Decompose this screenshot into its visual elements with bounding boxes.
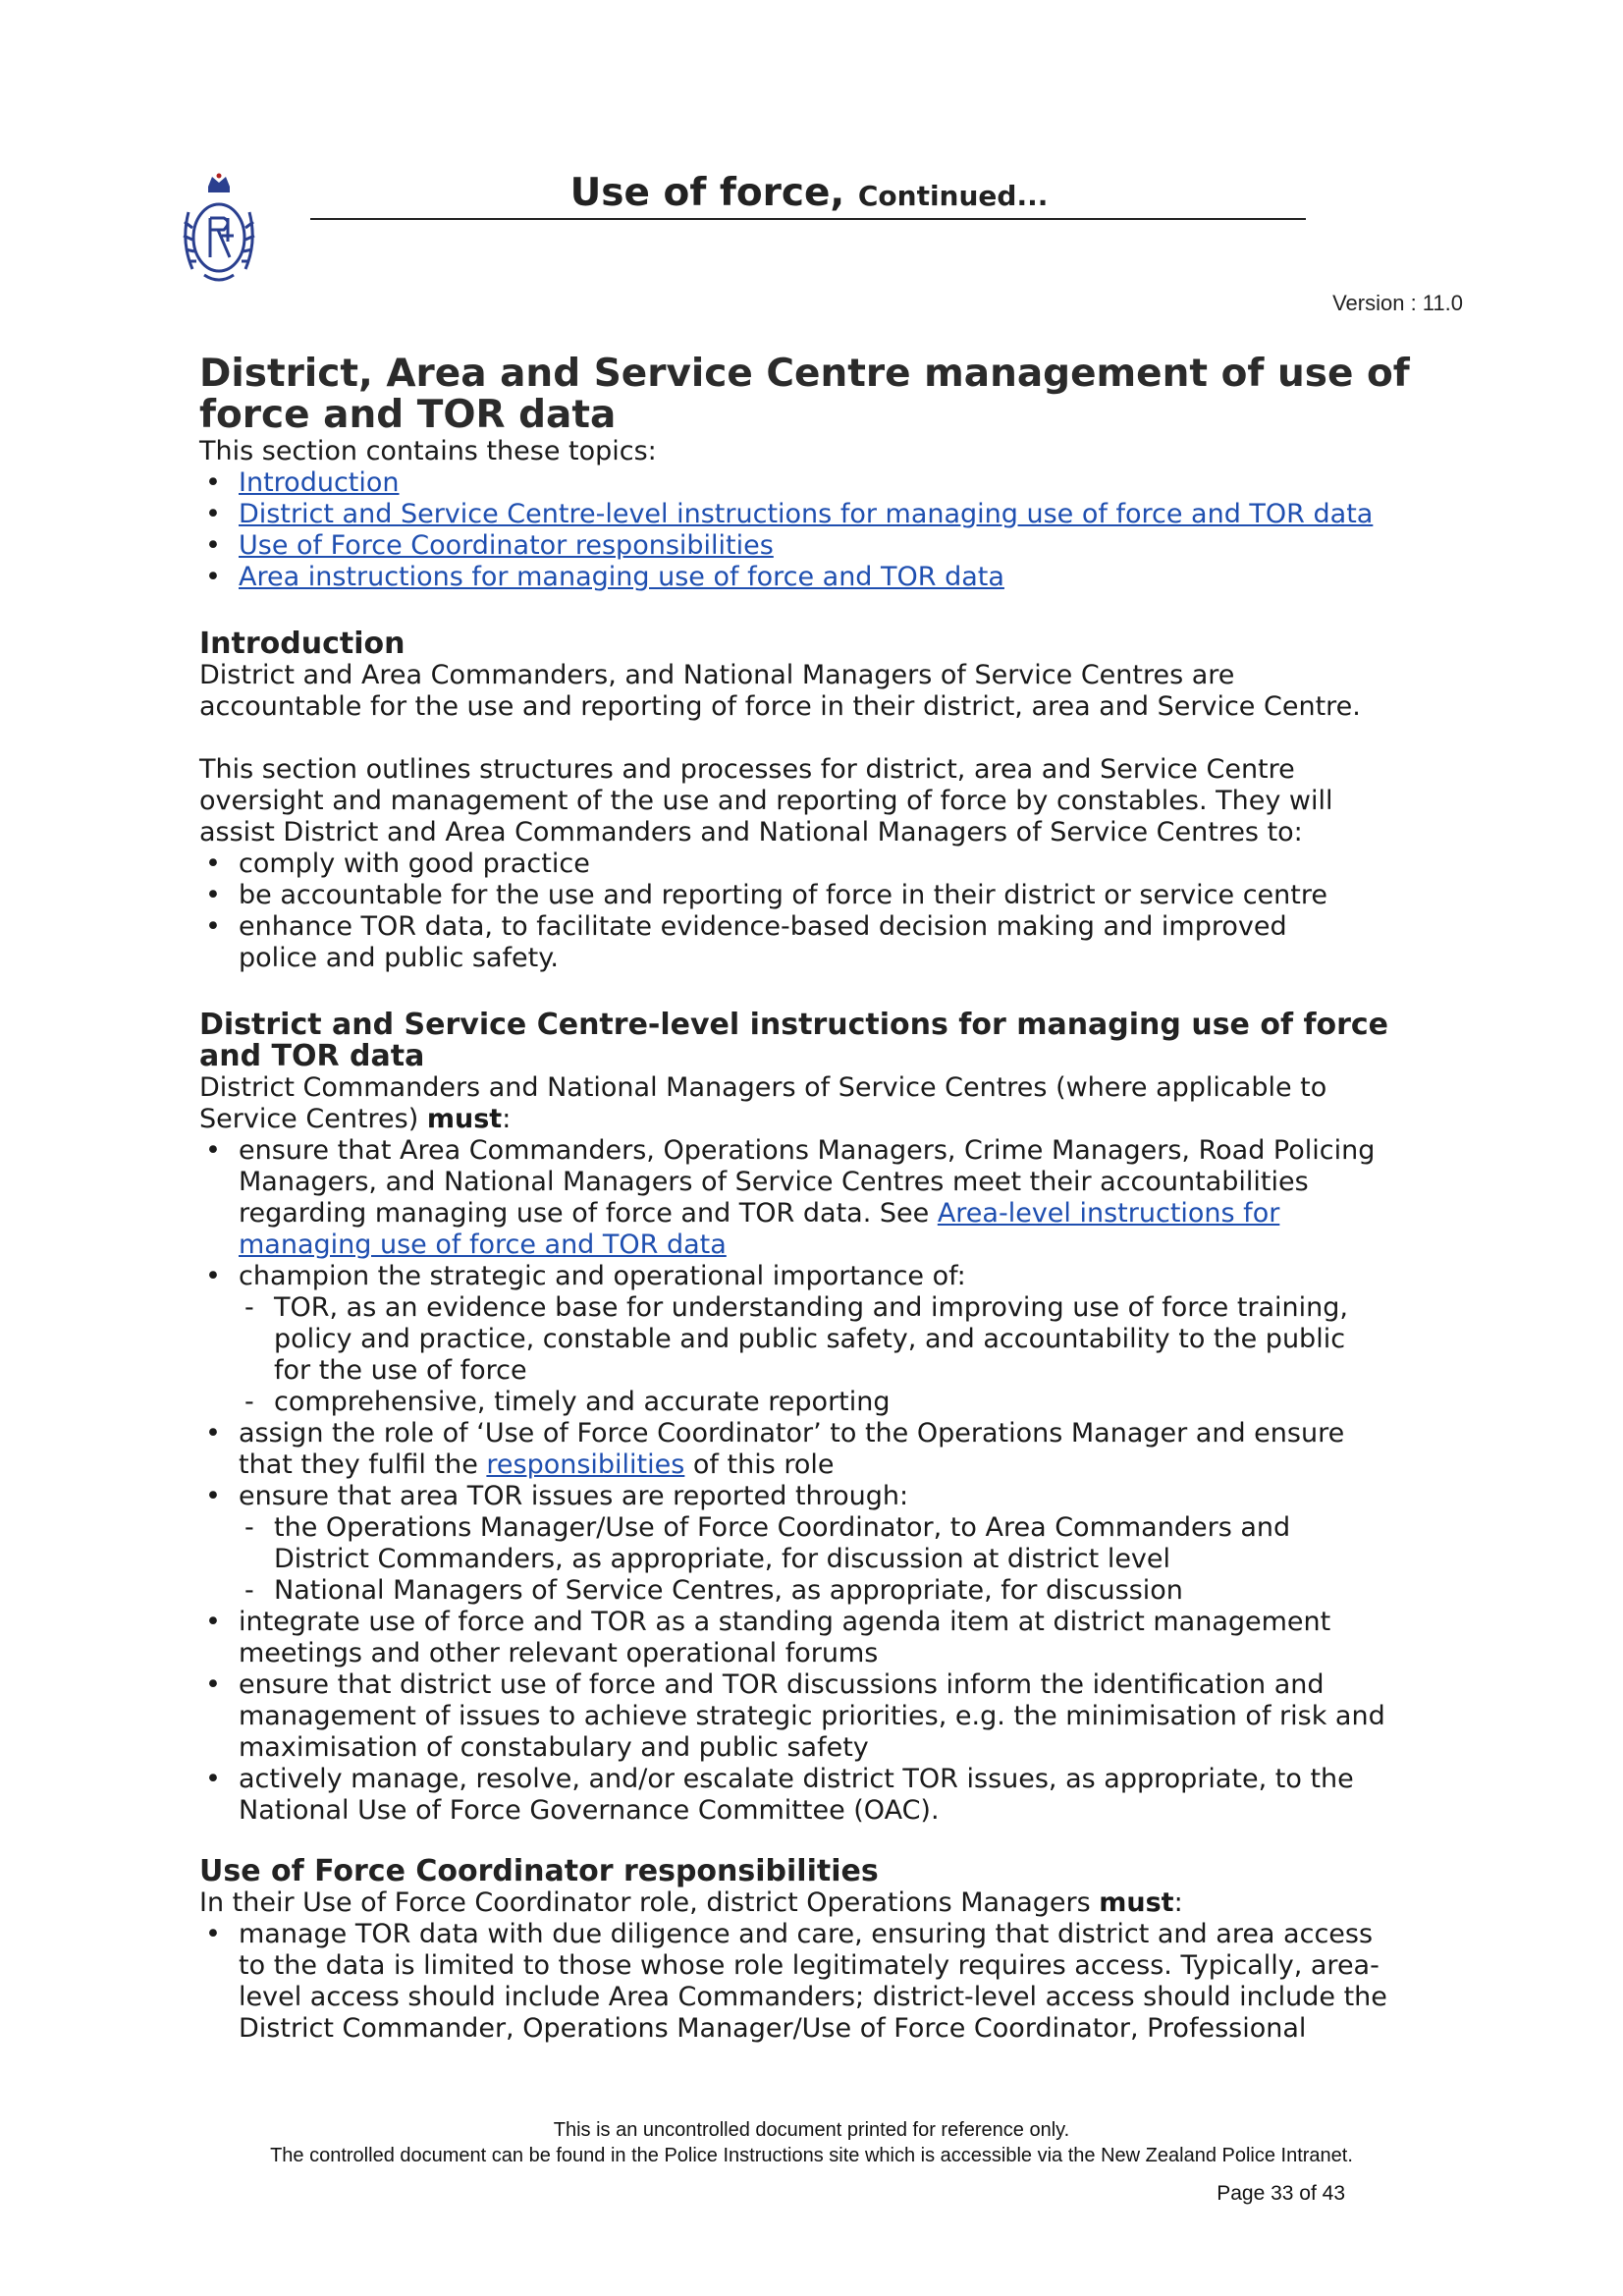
version-label: Version : 11.0 — [1332, 291, 1463, 315]
coordinator-lead — [199, 1887, 1417, 1919]
list-item — [199, 1135, 1387, 1261]
list-item: • comply with good practice — [199, 848, 1417, 880]
footer-note — [0, 2117, 1623, 2168]
list-item: • manage TOR data with due diligence and care, ensuring that district and area access to the data is limited to those whose role legitimately requires access. Typically, area-level access should include Area Commanders; district-level access should include the District Commander, Operations Manager/Use of Force Coordinator, Professional — [199, 1919, 1387, 2045]
district-b1-text: ensure that Area Commanders, Operations Managers, Crime Managers, Road Policing Managers, and National Managers of Service Centres meet their accountabilities regarding managing use of force and TOR data. See — [239, 1135, 1376, 1229]
introduction-bullets — [199, 848, 1417, 974]
introduction-paragraph-2 — [199, 754, 1417, 848]
intro-p2-line-1: This section outlines structures and processes for district, area and Service Centre — [199, 754, 1295, 785]
list-item — [199, 1481, 1387, 1607]
district-lead — [199, 1072, 1417, 1135]
topics-list — [199, 467, 1417, 593]
intro-p2-line-3: assist District and Area Commanders and National Managers of Service Centres to: — [199, 817, 1303, 847]
coordinator-lead-text: In their Use of Force Coordinator role, district Operations Managers — [199, 1887, 1100, 1918]
district-bullets — [199, 1135, 1387, 1827]
sub-list-item: - TOR, as an evidence base for understanding and improving use of force training, policy and practice, constable and public safety, and accountability to the public for the use of force — [239, 1292, 1387, 1387]
section-title-line-1: District, Area and Service Centre management of use of — [199, 352, 1410, 396]
document-body — [199, 354, 1417, 2045]
introduction-heading: Introduction — [199, 627, 406, 661]
intro-p1-line-2: accountable for the use and reporting of force in their district, area and Service Centre. — [199, 691, 1361, 722]
district-lead-line-2: Service Centres) — [199, 1104, 427, 1134]
topic-link-coordinator-responsibilities[interactable]: Use of Force Coordinator responsibilities — [239, 530, 774, 561]
sub-list-item: - comprehensive, timely and accurate reporting — [239, 1387, 1387, 1418]
district-lead-must: must — [426, 1104, 503, 1134]
topic-item — [199, 499, 1417, 530]
topic-item — [199, 562, 1417, 593]
header-title-main: Use of force, — [569, 171, 845, 215]
list-item: • ensure that district use of force and TOR discussions inform the identification and management of issues to achieve strategic priorities, e.g. the minimisation of risk and maximisation of constabulary and public safety — [199, 1669, 1387, 1764]
coordinator-heading: Use of Force Coordinator responsibilities — [199, 1854, 879, 1888]
page-number: Page 33 of 43 — [1217, 2182, 1345, 2205]
topic-item — [199, 467, 1417, 499]
topic-link-district-instructions[interactable]: District and Service Centre-level instructions for managing use of force and TOR data — [239, 499, 1374, 529]
list-item: • enhance TOR data, to facilitate evidence-based decision making and improved police and public safety. — [199, 911, 1368, 974]
header-title — [312, 169, 1306, 221]
list-item: • integrate use of force and TOR as a standing agenda item at district management meetings and other relevant operational forums — [199, 1607, 1387, 1669]
section-title-line-2: force and TOR data — [199, 393, 617, 437]
district-b3-post: of this role — [684, 1449, 835, 1480]
topic-item — [199, 530, 1417, 562]
district-lead-colon: : — [502, 1104, 512, 1134]
footer-line-2: The controlled document can be found in the Police Instructions site which is accessible via the New Zealand Police Intranet. — [270, 2145, 1353, 2166]
topics-lead: This section contains these topics: — [199, 436, 657, 466]
intro-p1-line-1: District and Area Commanders, and National Managers of Service Centres are — [199, 660, 1235, 690]
list-item: • actively manage, resolve, and/or escalate district TOR issues, as appropriate, to the National Use of Force Governance Committee (OAC). — [199, 1764, 1387, 1827]
district-heading-line-2: and TOR data — [199, 1039, 425, 1073]
header-rule — [310, 218, 1306, 220]
district-b3-pre: assign the role of ‘Use of Force Coordinator’ to the Operations Manager and ensure that they fulfil the — [239, 1418, 1345, 1480]
coordinator-lead-colon: : — [1173, 1887, 1183, 1918]
introduction-paragraph-1 — [199, 660, 1417, 723]
list-item — [199, 1418, 1387, 1481]
district-b4-sublist — [239, 1512, 1387, 1607]
district-b4-text: ensure that area TOR issues are reported through: — [239, 1481, 909, 1511]
district-b2-sublist — [239, 1292, 1387, 1418]
coordinator-lead-must: must — [1099, 1887, 1174, 1918]
district-heading-line-1: District and Service Centre-level instructions for managing use of force — [199, 1008, 1389, 1042]
responsibilities-link[interactable]: responsibilities — [486, 1449, 685, 1480]
sub-list-item: - the Operations Manager/Use of Force Coordinator, to Area Commanders and District Commanders, as appropriate, for discussion at district level — [239, 1512, 1387, 1575]
coordinator-bullets — [199, 1919, 1387, 2045]
intro-p2-line-2: oversight and management of the use and reporting of force by constables. They will — [199, 786, 1333, 816]
topic-link-introduction[interactable]: Introduction — [239, 467, 400, 498]
police-crest-logo — [175, 173, 263, 291]
header-title-continued: Continued... — [857, 180, 1049, 212]
sub-list-item: - National Managers of Service Centres, as appropriate, for discussion — [239, 1575, 1387, 1607]
district-lead-line-1: District Commanders and National Managers of Service Centres (where applicable to — [199, 1072, 1327, 1103]
district-b2-text: champion the strategic and operational importance of: — [239, 1261, 966, 1291]
list-item: • be accountable for the use and reporting of force in their district or service centre — [199, 880, 1417, 911]
topic-link-area-instructions[interactable]: Area instructions for managing use of force and TOR data — [239, 562, 1004, 592]
area-instructions-link[interactable]: Area-level instructions for managing use of force and TOR data — [239, 1198, 1280, 1260]
section-title — [199, 354, 1417, 436]
district-heading — [199, 1010, 1417, 1072]
list-item — [199, 1261, 1387, 1418]
footer-line-1: This is an uncontrolled document printed for reference only. — [553, 2119, 1070, 2141]
